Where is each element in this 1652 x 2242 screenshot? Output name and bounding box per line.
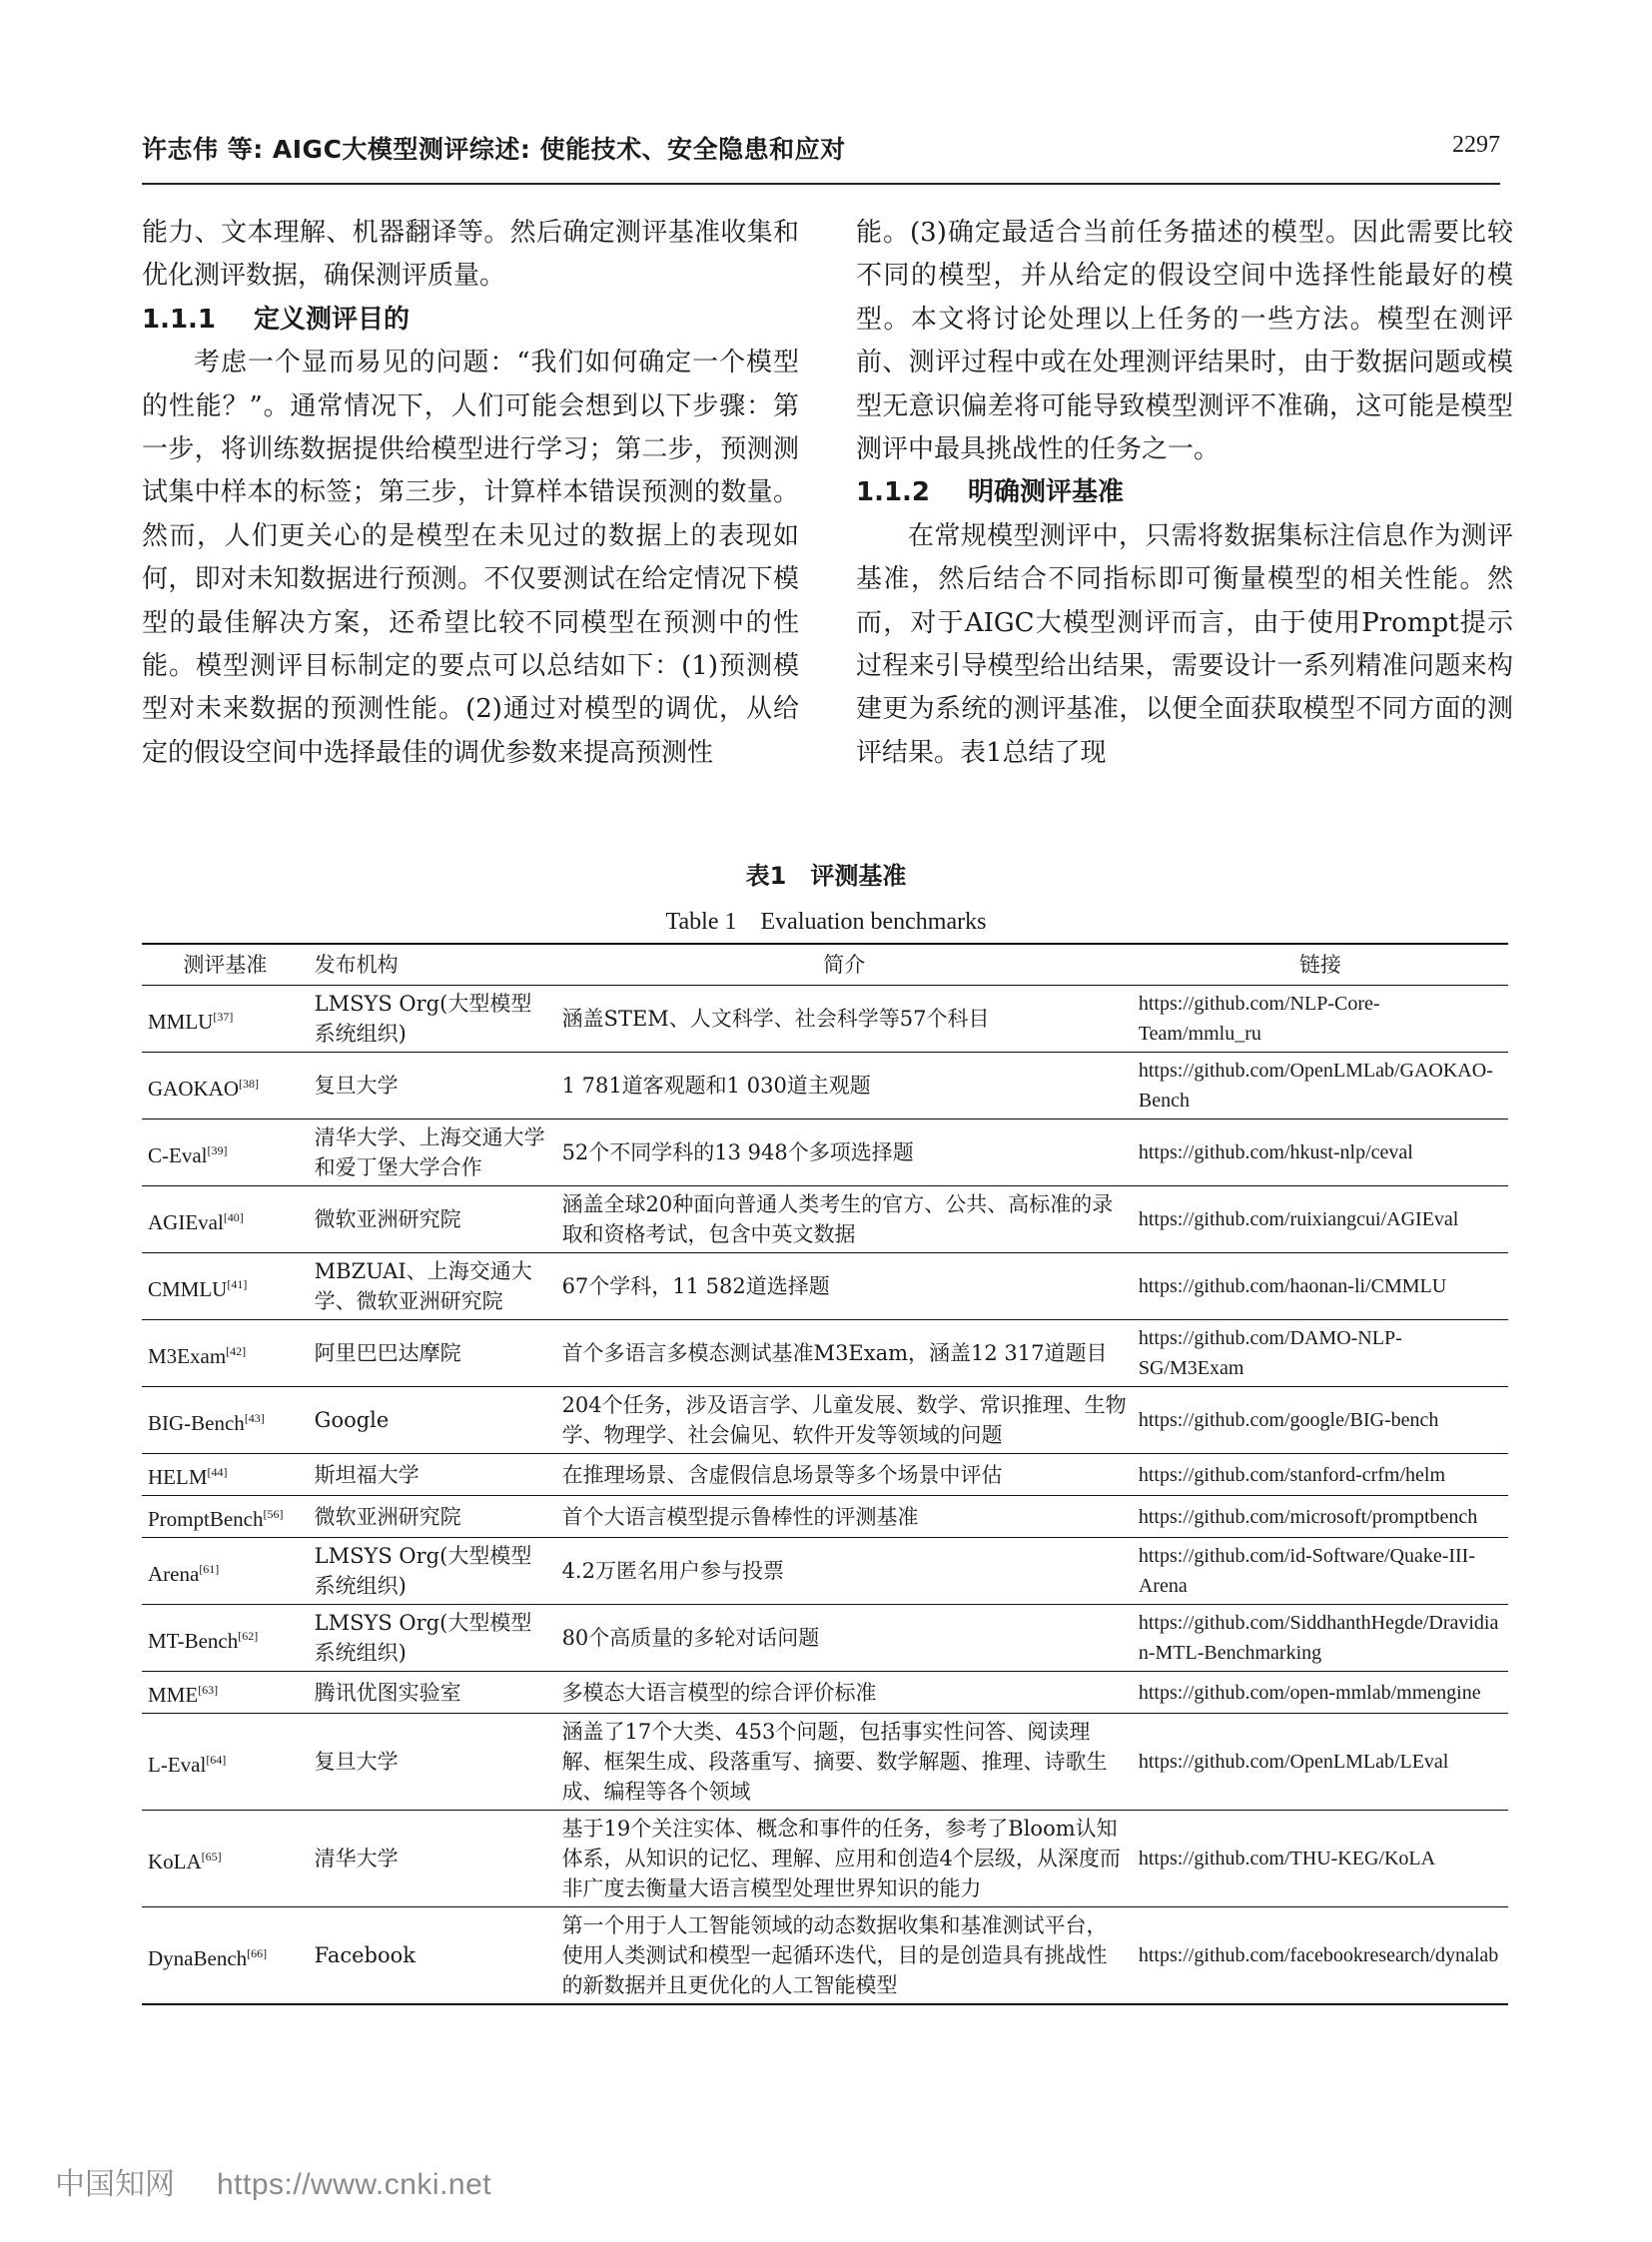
- description-cell: 1 781道客观题和1 030道主观题: [556, 1053, 1133, 1120]
- citation-ref: [43]: [244, 1410, 265, 1425]
- link-cell: https://github.com/facebookresearch/dynalab: [1133, 1907, 1508, 2005]
- table-body: [142, 986, 1508, 2005]
- description-cell: 涵盖了17个大类、453个问题，包括事实性问答、阅读理解、框架生成、段落重写、摘要、数学解题、推理、诗歌生成、编程等各个领域: [556, 1714, 1133, 1811]
- benchmark-name-cell: [142, 1320, 309, 1387]
- table-row: [142, 1253, 1508, 1320]
- organization-cell: 微软亚洲研究院: [309, 1186, 556, 1253]
- citation-ref: [37]: [213, 1009, 234, 1024]
- description-cell: 204个任务，涉及语言学、儿童发展、数学、常识推理、生物学、物理学、社会偏见、软件开发等领域的问题: [556, 1387, 1133, 1454]
- table-row: [142, 1907, 1508, 2005]
- link-cell: https://github.com/OpenLMLab/GAOKAO-Bench: [1133, 1053, 1508, 1120]
- organization-cell: LMSYS Org(大型模型系统组织): [309, 1538, 556, 1605]
- benchmark-name: Arena: [148, 1561, 200, 1586]
- left-column: [142, 212, 799, 775]
- table-row: [142, 1387, 1508, 1454]
- benchmark-name-cell: [142, 1454, 309, 1496]
- benchmark-name-cell: [142, 1186, 309, 1253]
- benchmark-name-cell: [142, 1253, 309, 1320]
- benchmark-name: PromptBench: [148, 1507, 264, 1531]
- section-number: 1.1.1: [142, 304, 217, 335]
- organization-cell: LMSYS Org(大型模型系统组织): [309, 1605, 556, 1672]
- link-cell: https://github.com/ruixiangcui/AGIEval: [1133, 1186, 1508, 1253]
- organization-cell: 清华大学: [309, 1811, 556, 1907]
- citation-ref: [40]: [223, 1209, 244, 1224]
- description-cell: 52个不同学科的13 948个多项选择题: [556, 1120, 1133, 1186]
- benchmark-name-cell: [142, 1387, 309, 1454]
- benchmark-name-cell: [142, 1714, 309, 1811]
- section-heading-1-1-1: [142, 299, 799, 342]
- paragraph: 在常规模型测评中，只需将数据集标注信息作为测评基准，然后结合不同指标即可衡量模型的相关性能。然而，对于AIGC大模型测评而言，由于使用Prompt提示过程来引导模型给出结果，需要设计一系列精准问题来构建更为系统的测评基准，以便全面获取模型不同方面的测评结果。表1总结了现: [856, 520, 1513, 768]
- link-cell: https://github.com/OpenLMLab/LEval: [1133, 1714, 1508, 1811]
- watermark-url: https://www.cnki.net: [217, 2168, 492, 2201]
- table-row: [142, 1811, 1508, 1907]
- page-number: 2297: [1452, 132, 1500, 158]
- benchmark-name: AGIEval: [148, 1209, 224, 1234]
- benchmark-name-cell: [142, 986, 309, 1053]
- citation-ref: [41]: [227, 1276, 248, 1291]
- description-cell: 首个大语言模型提示鲁棒性的评测基准: [556, 1496, 1133, 1538]
- section-heading-1-1-2: [856, 471, 1513, 514]
- organization-cell: 微软亚洲研究院: [309, 1496, 556, 1538]
- benchmark-name: DynaBench: [148, 1945, 248, 1970]
- benchmark-name-cell: [142, 1496, 309, 1538]
- table-row: [142, 1672, 1508, 1714]
- citation-ref: [42]: [226, 1343, 247, 1358]
- header-rule: [142, 183, 1500, 185]
- link-cell: https://github.com/SiddhanthHegde/Dravidian-MTL-Benchmarking: [1133, 1605, 1508, 1672]
- link-cell: https://github.com/haonan-li/CMMLU: [1133, 1253, 1508, 1320]
- benchmark-name-cell: [142, 1811, 309, 1907]
- link-cell: https://github.com/id-Software/Quake-III-Arena: [1133, 1538, 1508, 1605]
- link-cell: https://github.com/NLP-Core-Team/mmlu_ru: [1133, 986, 1508, 1053]
- benchmark-name: M3Exam: [148, 1343, 227, 1368]
- table-row: [142, 1186, 1508, 1253]
- table-header-row: [142, 944, 1508, 986]
- table-row: [142, 1320, 1508, 1387]
- benchmark-name-cell: [142, 1672, 309, 1714]
- column-header-link: 链接: [1133, 944, 1508, 986]
- column-header-description: 简介: [556, 944, 1133, 986]
- benchmark-name: MT-Bench: [148, 1628, 239, 1653]
- organization-cell: MBZUAI、上海交通大学、微软亚洲研究院: [309, 1253, 556, 1320]
- description-cell: 4.2万匿名用户参与投票: [556, 1538, 1133, 1605]
- citation-ref: [65]: [201, 1849, 222, 1864]
- organization-cell: Facebook: [309, 1907, 556, 2005]
- description-cell: 80个高质量的多轮对话问题: [556, 1605, 1133, 1672]
- benchmark-table: [142, 943, 1508, 2005]
- description-cell: 67个学科，11 582道选择题: [556, 1253, 1133, 1320]
- table-row: [142, 1538, 1508, 1605]
- benchmark-name: CMMLU: [148, 1276, 228, 1301]
- citation-ref: [61]: [199, 1561, 220, 1576]
- organization-cell: 阿里巴巴达摩院: [309, 1320, 556, 1387]
- benchmark-name: KoLA: [148, 1849, 202, 1873]
- citation-ref: [44]: [207, 1465, 228, 1479]
- section-title: 定义测评目的: [254, 304, 411, 335]
- citation-ref: [56]: [263, 1507, 284, 1521]
- benchmark-name: C-Eval: [148, 1142, 208, 1167]
- organization-cell: 复旦大学: [309, 1714, 556, 1811]
- benchmark-name: GAOKAO: [148, 1076, 239, 1101]
- table-row: [142, 1053, 1508, 1120]
- benchmark-name: BIG-Bench: [148, 1410, 245, 1435]
- table-row: [142, 1605, 1508, 1672]
- benchmark-name: HELM: [148, 1465, 208, 1489]
- description-cell: 涵盖全球20种面向普通人类考生的官方、公共、高标准的录取和资格考试，包含中英文数据: [556, 1186, 1133, 1253]
- citation-ref: [66]: [247, 1945, 268, 1960]
- citation-ref: [39]: [207, 1142, 228, 1157]
- section-number: 1.1.2: [856, 477, 931, 508]
- description-cell: 在推理场景、含虚假信息场景等多个场景中评估: [556, 1454, 1133, 1496]
- description-cell: 基于19个关注实体、概念和事件的任务，参考了Bloom认知体系，从知识的记忆、理解、应用和创造4个层级，从深度而非广度去衡量大语言模型处理世界知识的能力: [556, 1811, 1133, 1907]
- table-row: [142, 1120, 1508, 1186]
- citation-ref: [63]: [198, 1683, 219, 1697]
- description-cell: 首个多语言多模态测试基准M3Exam，涵盖12 317道题目: [556, 1320, 1133, 1387]
- benchmark-name-cell: [142, 1120, 309, 1186]
- right-column: [856, 212, 1513, 775]
- benchmark-name: L-Eval: [148, 1752, 207, 1777]
- table-row: [142, 1454, 1508, 1496]
- citation-ref: [62]: [238, 1628, 259, 1643]
- column-header-benchmark: 测评基准: [142, 944, 309, 986]
- paragraph: 能。(3)确定最适合当前任务描述的模型。因此需要比较不同的模型，并从给定的假设空间中选择性能最好的模型。本文将讨论处理以上任务的一些方法。模型在测评前、测评过程中或在处理测评结果时，由于数据问题或模型无意识偏差将可能导致模型测评不准确，这可能是模型测评中最具挑战性的任务之一。: [856, 218, 1513, 465]
- section-title: 明确测评基准: [968, 477, 1125, 508]
- organization-cell: Google: [309, 1387, 556, 1454]
- organization-cell: 斯坦福大学: [309, 1454, 556, 1496]
- citation-ref: [64]: [206, 1752, 227, 1767]
- benchmark-name-cell: [142, 1538, 309, 1605]
- link-cell: https://github.com/DAMO-NLP-SG/M3Exam: [1133, 1320, 1508, 1387]
- organization-cell: 清华大学、上海交通大学和爱丁堡大学合作: [309, 1120, 556, 1186]
- description-cell: 多模态大语言模型的综合评价标准: [556, 1672, 1133, 1714]
- organization-cell: LMSYS Org(大型模型系统组织): [309, 986, 556, 1053]
- link-cell: https://github.com/stanford-crfm/helm: [1133, 1454, 1508, 1496]
- link-cell: https://github.com/THU-KEG/KoLA: [1133, 1811, 1508, 1907]
- paragraph: 考虑一个显而易见的问题：“我们如何确定一个模型的性能？”。通常情况下，人们可能会想到以下步骤：第一步，将训练数据提供给模型进行学习；第二步，预测测试集中样本的标签；第三步，计算样本错误预测的数量。然而，人们更关心的是模型在未见过的数据上的表现如何，即对未知数据进行预测。不仅要测试在给定情况下模型的最佳解决方案，还希望比较不同模型在预测中的性能。模型测评目标制定的要点可以总结如下：(1)预测模型对未来数据的预测性能。(2)通过对模型的调优，从给定的假设空间中选择最佳的调优参数来提高预测性: [142, 348, 799, 768]
- link-cell: https://github.com/hkust-nlp/ceval: [1133, 1120, 1508, 1186]
- link-cell: https://github.com/microsoft/promptbench: [1133, 1496, 1508, 1538]
- table-caption-cn: 表1 评测基准: [745, 862, 907, 890]
- link-cell: https://github.com/open-mmlab/mmengine: [1133, 1672, 1508, 1714]
- description-cell: 涵盖STEM、人文科学、社会科学等57个科目: [556, 986, 1133, 1053]
- benchmark-name: MMLU: [148, 1009, 214, 1034]
- cnki-watermark: [55, 2159, 491, 2203]
- citation-ref: [38]: [239, 1076, 259, 1091]
- running-header: [142, 130, 1500, 170]
- organization-cell: 腾讯优图实验室: [309, 1672, 556, 1714]
- organization-cell: 复旦大学: [309, 1053, 556, 1120]
- benchmark-name-cell: [142, 1907, 309, 2005]
- description-cell: 第一个用于人工智能领域的动态数据收集和基准测试平台，使用人类测试和模型一起循环迭代，目的是创造具有挑战性的新数据并且更优化的人工智能模型: [556, 1907, 1133, 2005]
- table-row: [142, 986, 1508, 1053]
- running-title: 许志伟 等: AIGC大模型测评综述: 使能技术、安全隐患和应对: [142, 135, 846, 164]
- watermark-brand: 中国知网: [55, 2167, 175, 2202]
- column-header-organization: 发布机构: [309, 944, 556, 986]
- benchmark-name-cell: [142, 1053, 309, 1120]
- table-row: [142, 1496, 1508, 1538]
- link-cell: https://github.com/google/BIG-bench: [1133, 1387, 1508, 1454]
- table-caption-en: Table 1 Evaluation benchmarks: [665, 909, 987, 935]
- benchmark-name-cell: [142, 1605, 309, 1672]
- benchmark-name: MME: [148, 1683, 199, 1707]
- table-row: [142, 1714, 1508, 1811]
- paragraph: 能力、文本理解、机器翻译等。然后确定测评基准收集和优化测评数据，确保测评质量。: [142, 218, 799, 292]
